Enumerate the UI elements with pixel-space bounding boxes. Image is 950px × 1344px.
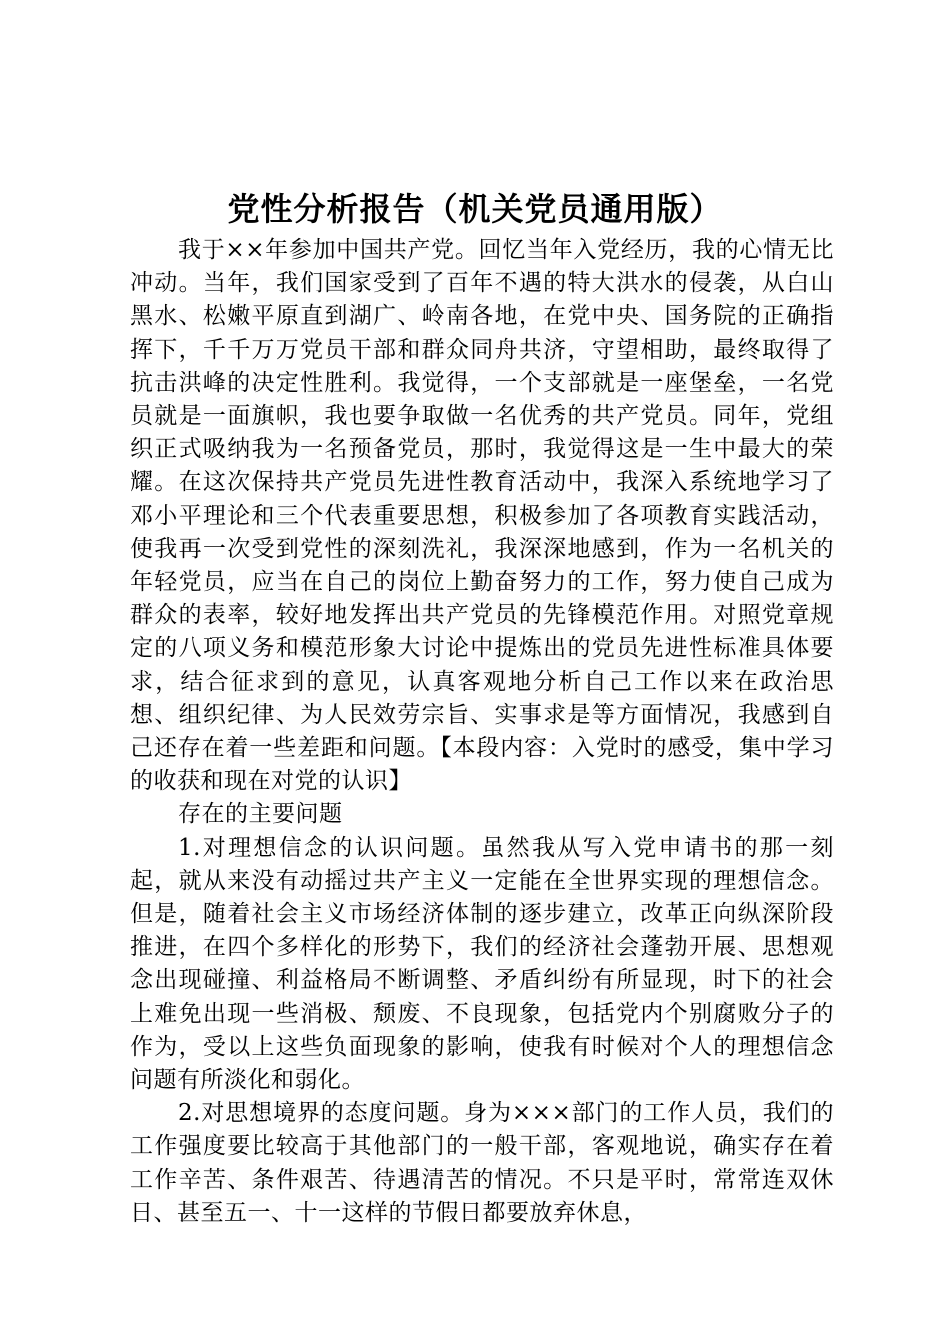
document-body [130,234,834,1230]
section-heading: 存在的主要问题 [178,801,343,828]
issue-paragraph-2: 2.对思想境界的态度问题。身为×××部门的工作人员，我们的工作强度要比较高于其他部门的一般干部，客观地说，确实存在着工作辛苦、条件艰苦、待遇清苦的情况。不只是平时，常常连双休日、甚至五一、十一这样的节假日都要放弃休息， [130,1100,834,1226]
document-title: 党性分析报告（机关党员通用版） [227,190,723,228]
intro-paragraph: 我于××年参加中国共产党。回忆当年入党经历，我的心情无比冲动。当年，我们国家受到了百年不遇的特大洪水的侵袭，从白山黑水、松嫩平原直到湖广、岭南各地，在党中央、国务院的正确指挥下，千千万万党员干部和群众同舟共济，守望相助，最终取得了抗击洪峰的决定性胜利。我觉得，一个支部就是一座堡垒，一名党员就是一面旗帜，我也要争取做一名优秀的共产党员。同年，党组织正式吸纳我为一名预备党员，那时，我觉得这是一生中最大的荣耀。在这次保持共产党员先进性教育活动中，我深入系统地学习了邓小平理论和三个代表重要思想，积极参加了各项教育实践活动，使我再一次受到党性的深刻洗礼，我深深地感到，作为一名机关的年轻党员，应当在自己的岗位上勤奋努力的工作，努力使自己成为群众的表率，较好地发挥出共产党员的先锋模范作用。对照党章规定的八项义务和模范形象大讨论中提炼出的党员先进性标准具体要求，结合征求到的意见，认真客观地分析自己工作以来在政治思想、组织纪律、为人民效劳宗旨、实事求是等方面情况，我感到自己还存在着一些差距和问题。【本段内容：入党时的感受，集中学习的收获和现在对党的认识】 [130,237,834,795]
issue-paragraph-1: 1.对理想信念的认识问题。虽然我从写入党申请书的那一刻起，就从来没有动摇过共产主义一定能在全世界实现的理想信念。但是，随着社会主义市场经济体制的逐步建立，改革正向纵深阶段推进，在四个多样化的形势下，我们的经济社会蓬勃开展、思想观念出现碰撞、利益格局不断调整、矛盾纠纷有所显现，时下的社会上难免出现一些消极、颓废、不良现象，包括党内个别腐败分子的作为，受以上这些负面现象的影响，使我有时候对个人的理想信念问题有所淡化和弱化。 [130,834,834,1094]
